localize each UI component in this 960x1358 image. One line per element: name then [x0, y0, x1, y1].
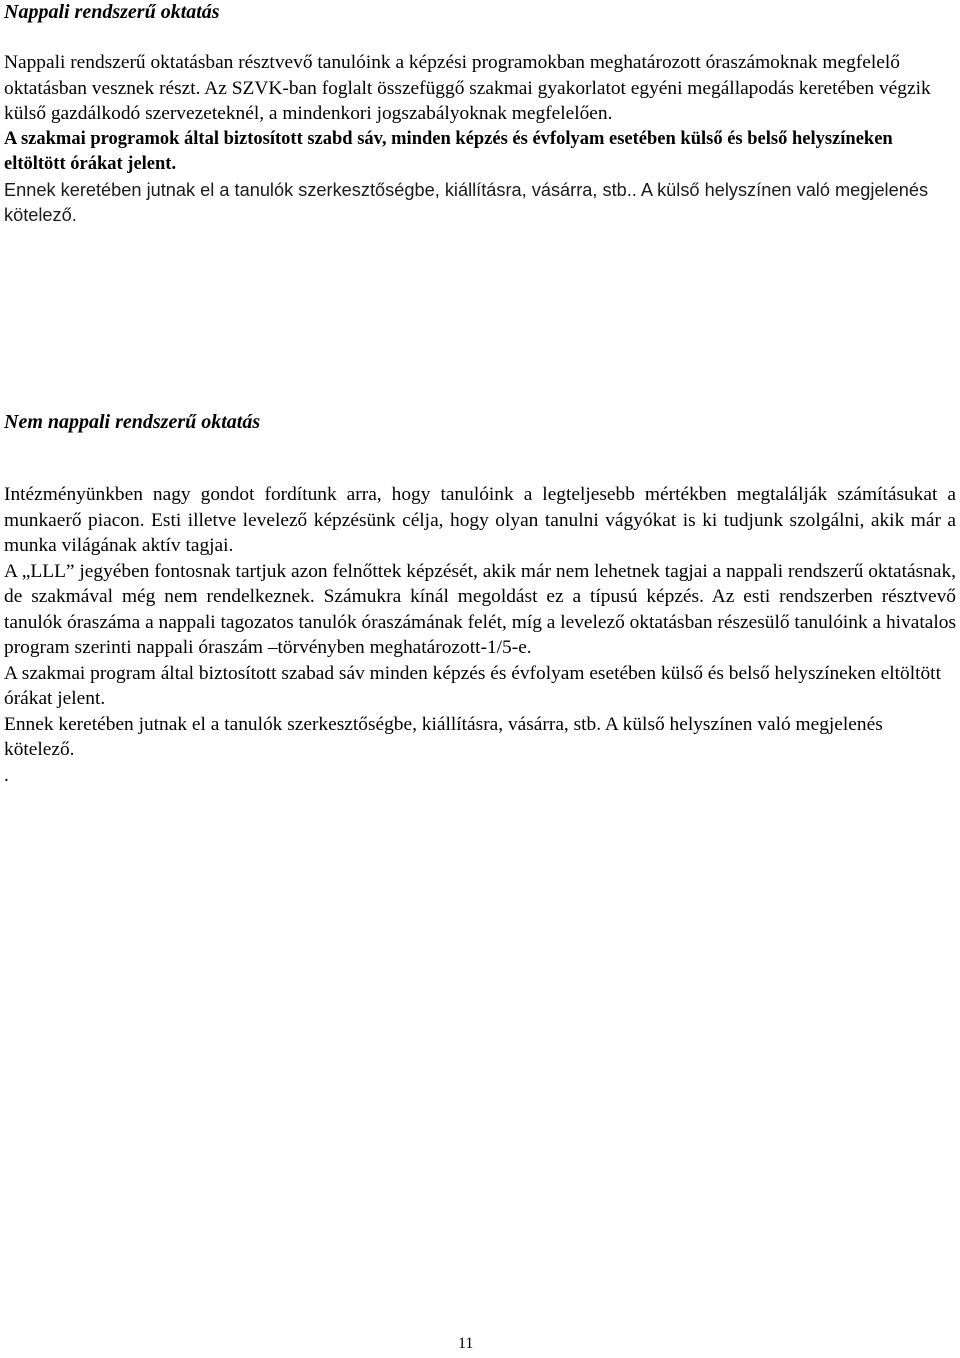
paragraph-daytime-free-band: A szakmai programok által biztosított szabd sáv, minden képzés és évfolyam esetében külső és belső helyszíneken eltöltött órákat jelent. [4, 128, 893, 174]
paragraph-non-daytime-intro: Intézményünkben nagy gondot fordítunk arra, hogy tanulóink a legteljesebb mértékben megtalálják számításukat a munkaerő piacon. Esti illetve levelező képzésünk célja, hogy olyan tanulni vágyókat is ki tudjunk szolgálni, akik már a munka világának aktív tagjai. [4, 484, 956, 556]
paragraph-non-daytime-external-venues: Ennek keretében jutnak el a tanulók szerkesztőségbe, kiállításra, vásárra, stb. A külső helyszínen való megjelenés kötelező. [4, 713, 883, 760]
paragraph-non-daytime-lll: A „LLL” jegyében fontosnak tartjuk azon felnőttek képzését, akik már nem lehetnek tagjai a nappali rendszerű oktatásnak, de szakmával még nem rendelkeznek. Számukra kínál megoldást ez a típusú képzés. Az esti rendszerben résztvevő tanulók óraszáma a nappali tagozatos tanulók óraszámának felét, míg a levelező oktatásban részesülő tanulóink a hivatalos program szerinti nappali óraszám –törvényben meghatározott-1/5-e. [4, 560, 956, 658]
section-title-daytime-education: Nappali rendszerű oktatás [4, 1, 220, 23]
paragraph-trailing-dot: . [4, 764, 9, 786]
page-number: 11 [458, 1335, 474, 1352]
paragraph-non-daytime-free-band: A szakmai program által biztosított szabad sáv minden képzés és évfolyam esetében külső és belső helyszíneken eltöltött órákat jelent. [4, 662, 941, 709]
paragraph-daytime-external-venues: Ennek keretében jutnak el a tanulók szerkesztőségbe, kiállításra, vásárra, stb.. A külső helyszínen való megjelenés kötelező. [4, 179, 929, 225]
section-daytime-education [4, 50, 954, 229]
section-title-non-daytime-education: Nem nappali rendszerű oktatás [4, 411, 261, 433]
section-non-daytime-education [4, 482, 956, 788]
paragraph-daytime-intro: Nappali rendszerű oktatásban résztvevő tanulóink a képzési programokban meghatározott óraszámoknak megfelelő oktatásban vesznek részt. Az SZVK-ban foglalt összefüggő szakmai gyakorlatot egyéni megállapodás keretében végzik külső gazdálkodó szervezeteknél, a mindenkori jogszabályoknak megfelelően. [4, 52, 931, 124]
